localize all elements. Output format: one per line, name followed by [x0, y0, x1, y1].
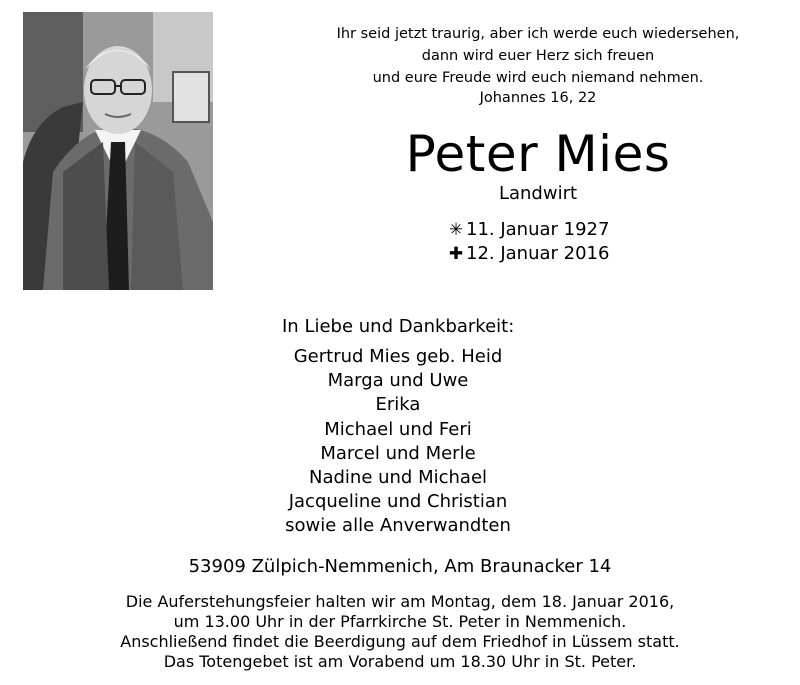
birth-date-row	[448, 218, 609, 242]
info-line: um 13.00 Uhr in der Pfarrkirche St. Peter in Nemmenich.	[173, 612, 627, 631]
family-address: 53909 Zülpich-Nemmenich, Am Braunacker 14	[188, 556, 612, 577]
deceased-name: Peter Mies	[405, 125, 671, 183]
mourner-item: Jacqueline und Christian	[288, 491, 508, 513]
info-line: Die Auferstehungsfeier halten wir am Montag, dem 18. Januar 2016,	[125, 592, 675, 611]
info-line: Anschließend findet die Beerdigung auf dem Friedhof in Lüssem statt.	[120, 632, 680, 651]
mourner-item: Nadine und Michael	[308, 467, 488, 489]
portrait-illustration	[23, 12, 213, 290]
birth-star-icon: ✳	[448, 220, 464, 240]
verse-reference: Johannes 16, 22	[479, 90, 597, 106]
bible-verse	[318, 23, 758, 89]
birth-date: 11. Januar 1927	[466, 219, 610, 240]
mourners-list	[198, 345, 598, 539]
info-line: Das Totengebet ist am Vorabend um 18.30 Uhr in St. Peter.	[163, 652, 637, 671]
life-dates	[448, 218, 609, 266]
mourner-item: sowie alle Anverwandten	[285, 515, 511, 537]
deceased-occupation: Landwirt	[498, 183, 578, 204]
mourner-item: Erika	[375, 394, 421, 416]
mourner-item: Marga und Uwe	[327, 370, 469, 392]
mourners-intro: In Liebe und Dankbarkeit:	[282, 316, 515, 337]
verse-line: dann wird euer Herz sich freuen	[421, 48, 655, 64]
verse-line: und eure Freude wird euch niemand nehmen.	[372, 70, 704, 86]
death-date: 12. Januar 2016	[466, 243, 610, 264]
funeral-information	[50, 592, 750, 672]
verse-line: Ihr seid jetzt traurig, aber ich werde euch wiedersehen,	[336, 26, 740, 42]
mourner-item: Michael und Feri	[324, 418, 472, 440]
mourner-item: Gertrud Mies geb. Heid	[293, 346, 503, 367]
portrait-photo	[23, 12, 213, 290]
death-date-row	[448, 242, 609, 266]
mourner-item: Marcel und Merle	[320, 442, 476, 464]
death-cross-icon: ✚	[448, 244, 464, 264]
